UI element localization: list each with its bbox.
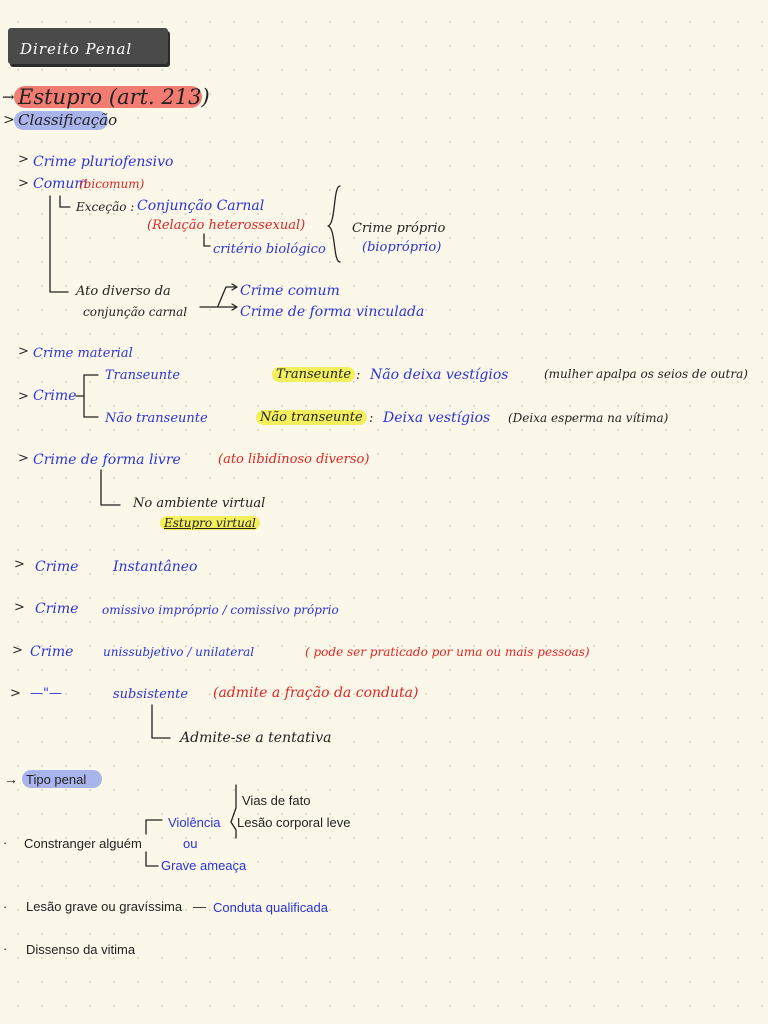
comum-bullet: > [18,176,29,191]
tipo-penal-arrow: → [4,771,18,787]
bullet-dot-1: · [3,835,8,850]
ou-text: ou [183,836,198,851]
instantaneo-text: Instantâneo [113,559,198,575]
comum-text: Comum [33,176,88,192]
material-text: Crime material [33,346,133,361]
plurissubsistente-branch [152,705,170,738]
nao-transeunte-def-sep: : [369,411,374,426]
conduta-qualificada-text: Conduta qualificada [213,900,328,915]
unissubjetivo-note: ( pode ser praticado por uma ou mais pessoas) [305,645,590,659]
tipo-penal-label: Tipo penal [26,772,87,787]
forma-livre-branch [101,470,120,505]
plurissubsistente-bullet: > [10,686,21,701]
nao-transeunte-def-text: Deixa vestígios [383,410,491,426]
transeunte-crime: Crime [33,388,77,404]
ato-opcao-vinculada: Crime de forma vinculada [240,304,425,320]
omissivo-text: omissivo impróprio / comissivo próprio [102,603,339,617]
unissubjetivo-text: unissubjetivo / unilateral [103,645,255,659]
forma-livre-note: (ato libidinoso diverso) [218,452,370,467]
comum-tree-line [50,196,68,292]
excecao-text: Conjunção Carnal [137,198,265,214]
notebook-title: Direito Penal [20,40,133,58]
forma-livre-sub: No ambiente virtual [133,496,266,511]
excecao-label: Exceção : [76,200,135,214]
heading-text: Estupro (art. 213) [18,85,210,109]
instantaneo-crime: Crime [35,559,79,575]
transeunte-def-text: Não deixa vestígios [370,367,509,383]
violencia-text: Violência [168,815,221,830]
unissubjetivo-bullet: > [12,643,23,658]
grave-ameaca-text: Grave ameaça [161,858,247,873]
grave-ameaca-bracket [146,852,158,866]
lesao-leve-text: Lesão corporal leve [237,815,351,830]
crime-proprio-line2: (biopróprio) [362,240,442,255]
nao-transeunte-def-example: (Deixa esperma na vítima) [508,411,669,425]
ato-diverso-line2: conjunção carnal [83,305,188,319]
transeunte-def-sep: : [356,368,361,383]
forma-livre-bullet: > [18,451,29,466]
heading-arrow: → [2,88,15,106]
transeunte-opt1: Transeunte [105,368,181,383]
omissivo-bullet: > [14,600,25,615]
lesao-grave-text: Lesão grave ou gravíssima [26,899,183,914]
forma-livre-sub-highlight: Estupro virtual [160,516,260,530]
dissenso-text: Dissenso da vitima [26,942,136,957]
ato-opcao-comum: Crime comum [240,283,340,299]
transeunte-def-example: (mulher apalpa os seios de outra) [544,367,748,381]
classificacao-bullet: > [3,112,15,128]
omissivo-crime: Crime [35,601,79,617]
criterio-branch [204,234,210,246]
excecao-branch [60,196,70,207]
plurissubsistente-text: subsistente [113,687,189,702]
lesao-grave-dash: — [193,899,206,914]
vias-de-fato-text: Vias de fato [242,793,311,808]
plurissubsistente-note: (admite a fração da conduta) [213,685,419,701]
plurissubsistente-ditto: —"— [30,686,62,701]
ato-diverso-line1: Ato diverso da [76,284,171,299]
unissubjetivo-crime: Crime [30,644,74,660]
nao-transeunte-def-label: Não transeunte [256,410,367,425]
instantaneo-bullet: > [14,557,25,572]
bullet-dot-2: · [3,899,8,914]
crime-proprio-line1: Crime próprio [352,221,446,236]
transeunte-def-label: Transeunte [272,367,355,382]
vias-brace [231,785,236,838]
plurissubsistente-sub: Admite-se a tentativa [180,730,332,746]
classificacao-label: Classificação [18,111,118,129]
forma-livre-text: Crime de forma livre [33,452,181,468]
transeunte-opt2: Não transeunte [105,411,208,426]
violencia-bracket [146,820,162,834]
pluriofensivo-text: Crime pluriofensivo [33,154,174,170]
constranger-text: Constranger alguém [24,836,142,851]
transeunte-bracket [76,375,98,417]
bullet-dot-3: · [3,941,8,956]
transeunte-bullet: > [18,389,29,404]
comum-note: (bicomum) [79,177,145,191]
excecao-note: (Relação heterossexual) [147,218,306,233]
pluriofensivo-bullet: > [18,152,29,167]
material-bullet: > [18,344,29,359]
excecao-criterio: critério biológico [213,242,326,257]
crime-proprio-brace [328,186,340,262]
